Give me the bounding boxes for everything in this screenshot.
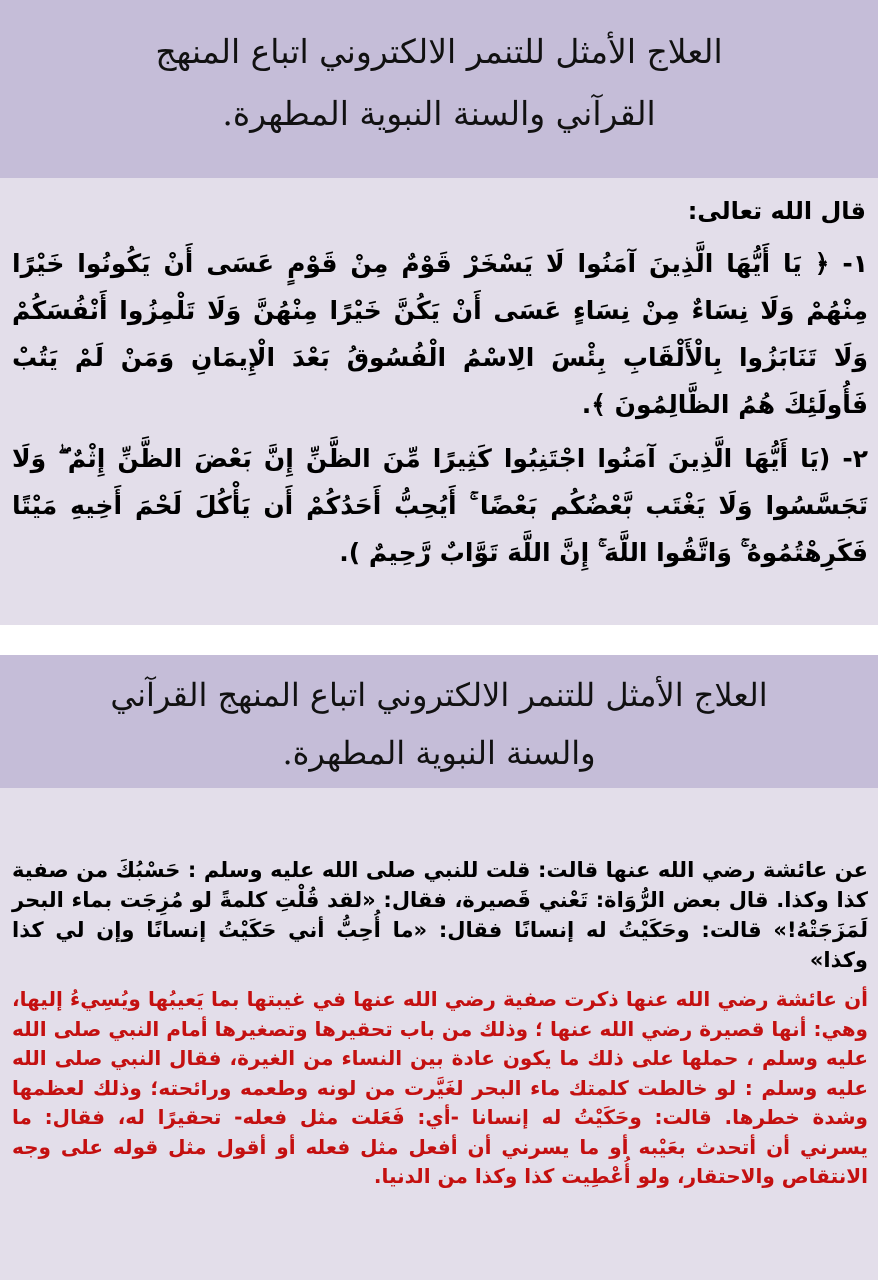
bottom-header [0, 655, 878, 788]
hadith-text: عن عائشة رضي الله عنها قالت: قلت للنبي صلى الله عليه وسلم : حَسْبُكَ من صفية كذا وكذا. قال بعض الرُّوَاة: تَعْني قَصيرة، فقال: «لقد قُلْتِ كلمةً لو مُزِجَت بماء البحر لَمَزَجَتْهُ!» قالت: وحَكَيْتُ له إنسانًا فقال: «ما أُحِبُّ أني حَكَيْتُ إنسانًا وإن لي كذا وكذا» [12, 858, 868, 972]
bottom-title-line2: والسنة النبوية المطهرة. [282, 734, 596, 772]
quran-verse-1: ١- ﴿ يَا أَيُّهَا الَّذِينَ آمَنُوا لَا يَسْخَرْ قَوْمٌ مِنْ قَوْمٍ عَسَى أَنْ يَكُونُوا خَيْرًا مِنْهُمْ وَلَا نِسَاءٌ مِنْ نِسَاءٍ عَسَى أَنْ يَكُنَّ خَيْرًا مِنْهُنَّ وَلَا تَلْمِزُوا أَنْفُسَكُمْ وَلَا تَنَابَزُوا بِالْأَلْقَابِ بِئْسَ الِاسْمُ الْفُسُوقُ بَعْدَ الْإِيمَانِ وَمَنْ لَمْ يَتُبْ فَأُولَئِكَ هُمُ الظَّالِمُونَ ﴾. [12, 249, 868, 419]
quran-verse-2: ٢- (يَا أَيُّهَا الَّذِينَ آمَنُوا اجْتَنِبُوا كَثِيرًا مِّنَ الظَّنِّ إِنَّ بَعْضَ الظَّنِّ إِثْمٌ ۖ وَلَا تَجَسَّسُوا وَلَا يَغْتَب بَّعْضُكُم بَعْضًا ۚ أَيُحِبُّ أَحَدُكُمْ أَن يَأْكُلَ لَحْمَ أَخِيهِ مَيْتًا فَكَرِهْتُمُوهُ ۚ وَاتَّقُوا اللَّهَ ۚ إِنَّ اللَّهَ تَوَّابٌ رَّحِيمٌ ). [12, 444, 868, 567]
hadith-explanation: أن عائشة رضي الله عنها ذكرت صفية رضي الله عنها في غيبتها بما يَعيبُها ويُسِيءُ إليها، وهي: أنها قصيرة رضي الله عنها ؛ وذلك من باب تحقيرها وتصغيرها أمام النبي صلى الله عليه وسلم ، حملها على ذلك ما يكون عادة بين النساء من الغيرة، فقال النبي صلى الله عليه وسلم : لو خالطت كلمتك ماء البحر لغَيَّرت من لونه وطعمه ورائحته؛ وذلك لعظمها وشدة خطرها. قالت: وحَكَيْتُ له إنسانا -أي: فَعَلت مثل فعله- تحقيرًا له، فقال: ما يسرني أن أتحدث بعَيْبه أو ما يسرني أن أفعل مثل فعله أو أقول مثل قوله على وجه الانتقاص والاحتقار، ولو أُعْطِيت كذا وكذا من الدنيا. [12, 987, 868, 1188]
verse-intro: قال الله تعالى: [687, 197, 866, 225]
top-header [0, 0, 878, 178]
bottom-title-line1: العلاج الأمثل للتنمر الالكتروني اتباع المنهج القرآني [110, 676, 768, 714]
top-title-line2: القرآني والسنة النبوية المطهرة. [222, 94, 656, 133]
top-title-line1: العلاج الأمثل للتنمر الالكتروني اتباع المنهج [155, 32, 723, 71]
